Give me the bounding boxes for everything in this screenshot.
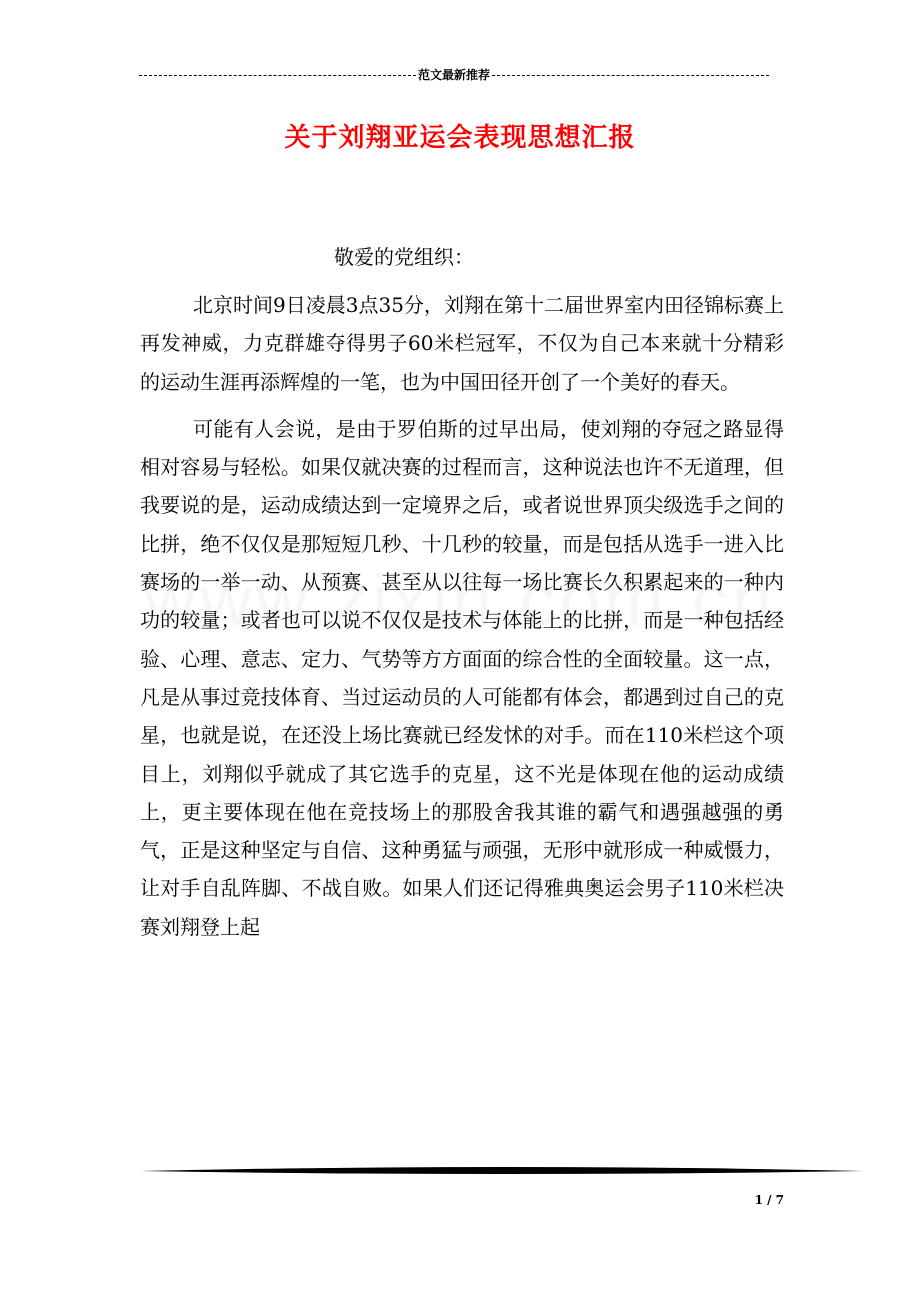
header-dash-right: [492, 75, 769, 76]
document-title: 关于刘翔亚运会表现思想汇报: [284, 123, 636, 153]
header-dash-left: [139, 75, 416, 76]
document-body: [140, 286, 784, 955]
salutation: 敬爱的党组织：: [334, 245, 474, 269]
paragraph: 可能有人会说，是由于罗伯斯的过早出局，使刘翔的夺冠之路显得相对容易与轻松。如果仅就决赛的过程而言，这种说法也许不无道理，但我要说的是，运动成绩达到一定境界之后，或者说世界顶尖级选手之间的比拼，绝不仅仅是那短短几秒、十几秒的较量，而是包括从选手一进入比赛场的一举一动、从预赛、甚至从以往每一场比赛长久积累起来的一种内功的较量；或者也可以说不仅仅是技术与体能上的比拼，而是一种包括经验、心理、意志、定力、气势等方方面面的综合性的全面较量。这一点，凡是从事过竞技体育、当过运动员的人可能都有体会，都遇到过自己的克星，也就是说，在还没上场比赛就已经发怵的对手。而在110米栏这个项目上，刘翔似乎就成了其它选手的克星，这不光是体现在他的运动成绩上，更主要体现在他在竞技场上的那股舍我其谁的霸气和遇强越强的勇气，正是这种坚定与自信、这种勇猛与顽强，无形中就形成一种威慑力，让对手自乱阵脚、不战自败。如果人们还记得雅典奥运会男子110米栏决赛刘翔登上起: [140, 416, 784, 939]
footer-rule: [140, 1164, 864, 1178]
paragraph: 北京时间9日凌晨3点35分，刘翔在第十二届世界室内田径锦标赛上再发神威，力克群雄夺得男子60米栏冠军，不仅为自己本来就十分精彩的运动生涯再添辉煌的一笔，也为中国田径开创了一个美好的春天。: [140, 293, 784, 394]
header-label: 范文最新推荐: [418, 68, 491, 82]
page-header: [139, 66, 769, 84]
page-number: 1 / 7: [754, 1193, 784, 1207]
